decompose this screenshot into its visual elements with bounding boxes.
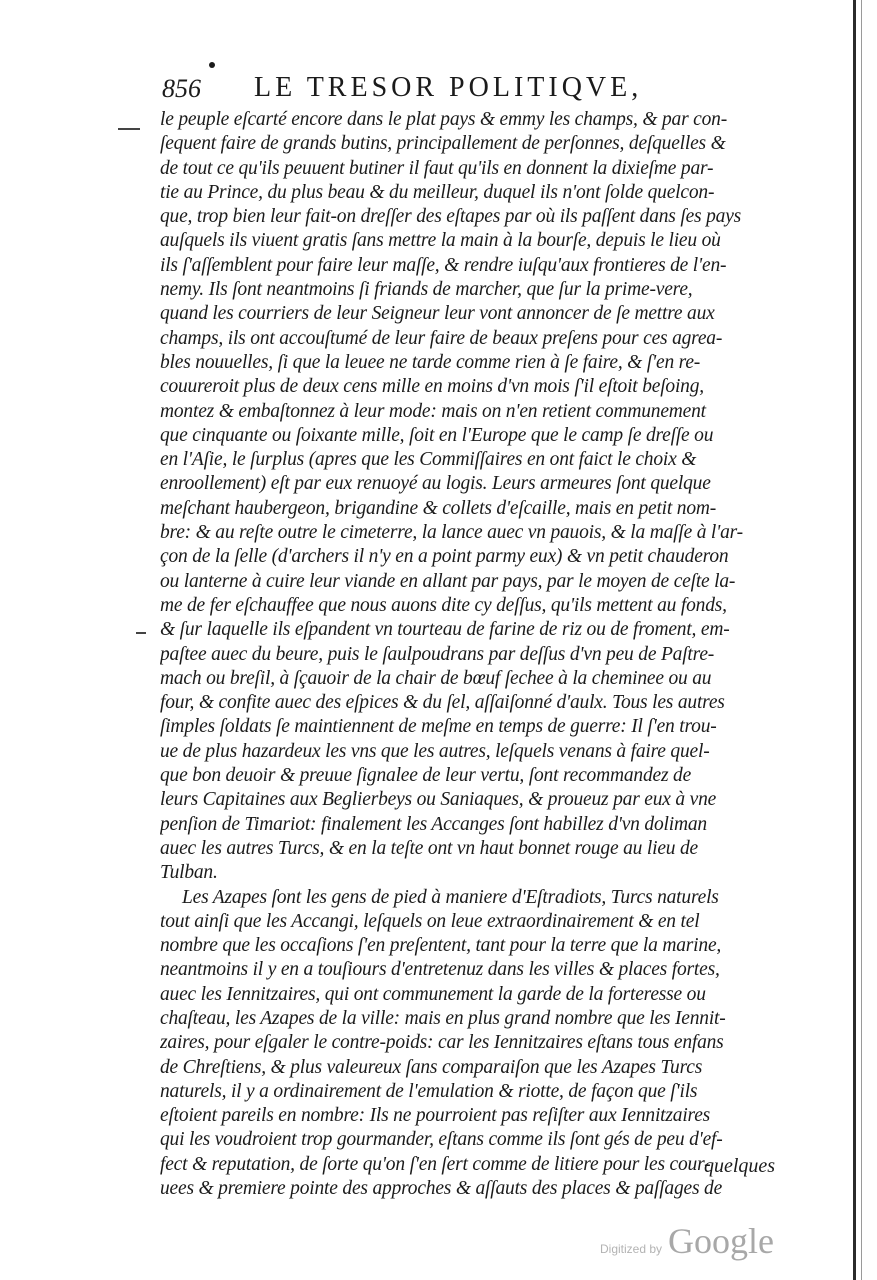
text-line: leurs Capitaines aux Beglierbeys ou Saniaques, & proueuz par eux à vne bbox=[160, 789, 717, 811]
digitization-watermark bbox=[600, 1220, 774, 1270]
text-line: zaires, pour eſgaler le contre-poids: car les Iennitzaires eſtans tous enfans bbox=[160, 1032, 724, 1054]
text-line: de Chreſtiens, & plus valeureux ſans comparaiſon que les Azapes Turcs bbox=[160, 1056, 703, 1078]
text-line: champs, ils ont accouſtumé de leur faire de beaux preſens pour ces agrea- bbox=[160, 327, 723, 349]
text-line: auſquels ils viuent gratis ſans mettre la main à la bourſe, depuis le lieu où bbox=[160, 230, 721, 252]
text-line: neantmoins il y en a touſiours d'entretenuz dans les villes & places fortes, bbox=[160, 959, 720, 981]
text-line: tout ainſi que les Accangi, leſquels on leue extraordinairement & en tel bbox=[160, 910, 700, 932]
text-line: ue de plus hazardeux les vns que les autres, leſquels venans à faire quel- bbox=[160, 740, 710, 762]
text-line: en l'Aſie, le ſurplus (apres que les Commiſſaires en ont faict le choix & bbox=[160, 449, 697, 471]
text-line: quand les courriers de leur Seigneur leur vont annoncer de ſe mettre aux bbox=[160, 303, 715, 325]
margin-mark-middle bbox=[136, 632, 146, 634]
text-line: que cinquante ou ſoixante mille, ſoit en l'Europe que le camp ſe dreſſe ou bbox=[160, 424, 714, 446]
text-line: ſequent faire de grands butins, principallement de perſonnes, deſquelles & bbox=[160, 133, 726, 155]
text-line: de tout ce qu'ils peuuent butiner il faut qu'ils en donnent la dixieſme par- bbox=[160, 157, 714, 179]
text-line: ils ſ'aſſemblent pour faire leur maſſe, & rendre iuſqu'aux frontieres de l'en- bbox=[160, 254, 727, 276]
text-line: bre: & au reſte outre le cimeterre, la lance auec vn pauois, & la maſſe à l'ar- bbox=[160, 522, 743, 544]
text-line: penſion de Timariot: finalement les Accanges ſont habillez d'vn doliman bbox=[160, 813, 707, 835]
text-line: naturels, il y a ordinairement de l'emulation & riotte, de façon que ſ'ils bbox=[160, 1080, 698, 1102]
text-line: qui les voudroient trop gourmander, eſtans comme ils ſont gés de peu d'ef- bbox=[160, 1129, 723, 1151]
text-line: uees & premiere pointe des approches & aſſauts des places & paſſages de bbox=[160, 1178, 723, 1200]
watermark-caption: Digitized by bbox=[600, 1242, 663, 1256]
text-line: auec les autres Turcs, & en la teſte ont vn haut bonnet rouge au lieu de bbox=[160, 837, 699, 859]
text-line: meſchant haubergeon, brigandine & collets d'eſcaille, mais en petit nom- bbox=[160, 497, 717, 519]
text-line: le peuple eſcarté encore dans le plat pays & emmy les champs, & par con- bbox=[160, 109, 728, 130]
running-title: LE TRESOR POLITIQVE, bbox=[254, 72, 643, 103]
text-line: çon de la ſelle (d'archers il n'y en a point parmy eux) & vn petit chauderon bbox=[160, 546, 729, 568]
ink-dot bbox=[209, 62, 215, 68]
text-line: bles nouuelles, ſi que la leuee ne tarde comme rien à ſe faire, & ſ'en re- bbox=[160, 351, 701, 373]
body-text bbox=[160, 108, 815, 1201]
text-line: Tulban. bbox=[160, 862, 218, 884]
binding-edge-shadow bbox=[861, 0, 862, 1280]
text-line: enroollement) eſt par eux renuoyé au logis. Leurs armeures ſont quelque bbox=[160, 473, 711, 495]
text-line: nemy. Ils ſont neantmoins ſi friands de marcher, que ſur la prime-vere, bbox=[160, 279, 693, 301]
text-line: que bon deuoir & preuue ſignalee de leur vertu, ſont recommandez de bbox=[160, 765, 692, 787]
text-line: mach ou breſil, à ſçauoir de la chair de bœuf ſechee à la cheminee ou au bbox=[160, 667, 712, 689]
text-line: montez & embaſtonnez à leur mode: mais on n'en retient communement bbox=[160, 400, 706, 422]
page-number: 856 bbox=[162, 74, 201, 103]
text-line: auec les Iennitzaires, qui ont communement la garde de la forteresse ou bbox=[160, 983, 706, 1005]
margin-mark-top bbox=[118, 128, 140, 130]
text-line: chaſteau, les Azapes de la ville: mais en plus grand nombre que les Iennit- bbox=[160, 1007, 726, 1029]
text-line: fect & reputation, de ſorte qu'on ſ'en ſert comme de litiere pour les cour- bbox=[160, 1153, 711, 1175]
text-line: tie au Prince, du plus beau & du meilleur, duquel ils n'ont ſolde quelcon- bbox=[160, 181, 715, 203]
text-line: & ſur laquelle ils eſpandent vn tourteau de farine de riz ou de froment, em- bbox=[160, 619, 730, 641]
text-line: nombre que les occaſions ſ'en preſentent, tant pour la terre que la marine, bbox=[160, 935, 722, 957]
text-line: couureroit plus de deux cens mille en moins d'vn mois ſ'il eſtoit beſoing, bbox=[160, 376, 704, 398]
google-logo: Google bbox=[668, 1221, 775, 1261]
text-line: ſimples ſoldats ſe maintiennent de meſme en temps de guerre: Il ſ'en trou- bbox=[160, 716, 717, 738]
text-line: paſtee auec du beure, puis le ſaulpoudrans par deſſus d'vn peu de Paſtre- bbox=[160, 643, 715, 665]
text-line: eſtoient pareils en nombre: Ils ne pourroient pas reſiſter aux Iennitzaires bbox=[160, 1105, 711, 1127]
text-line: que, trop bien leur fait-on dreſſer des eſtapes par où ils paſſent dans ſes pays bbox=[160, 206, 742, 228]
text-line: four, & confite auec des eſpices & du ſel, aſſaiſonné d'aulx. Tous les autres bbox=[160, 692, 725, 714]
text-line: me de fer eſchauffee que nous auons dite cy deſſus, qu'ils mettent au fonds, bbox=[160, 594, 727, 616]
text-line: ou lanterne à cuire leur viande en allant par pays, par le moyen de ceſte la- bbox=[160, 570, 736, 592]
paragraph-start-line: Les Azapes ſont les gens de pied à maniere d'Eſtradiots, Turcs naturels bbox=[182, 886, 719, 908]
page-header bbox=[162, 70, 682, 110]
catchword: quelques bbox=[704, 1155, 776, 1177]
binding-edge bbox=[853, 0, 856, 1280]
